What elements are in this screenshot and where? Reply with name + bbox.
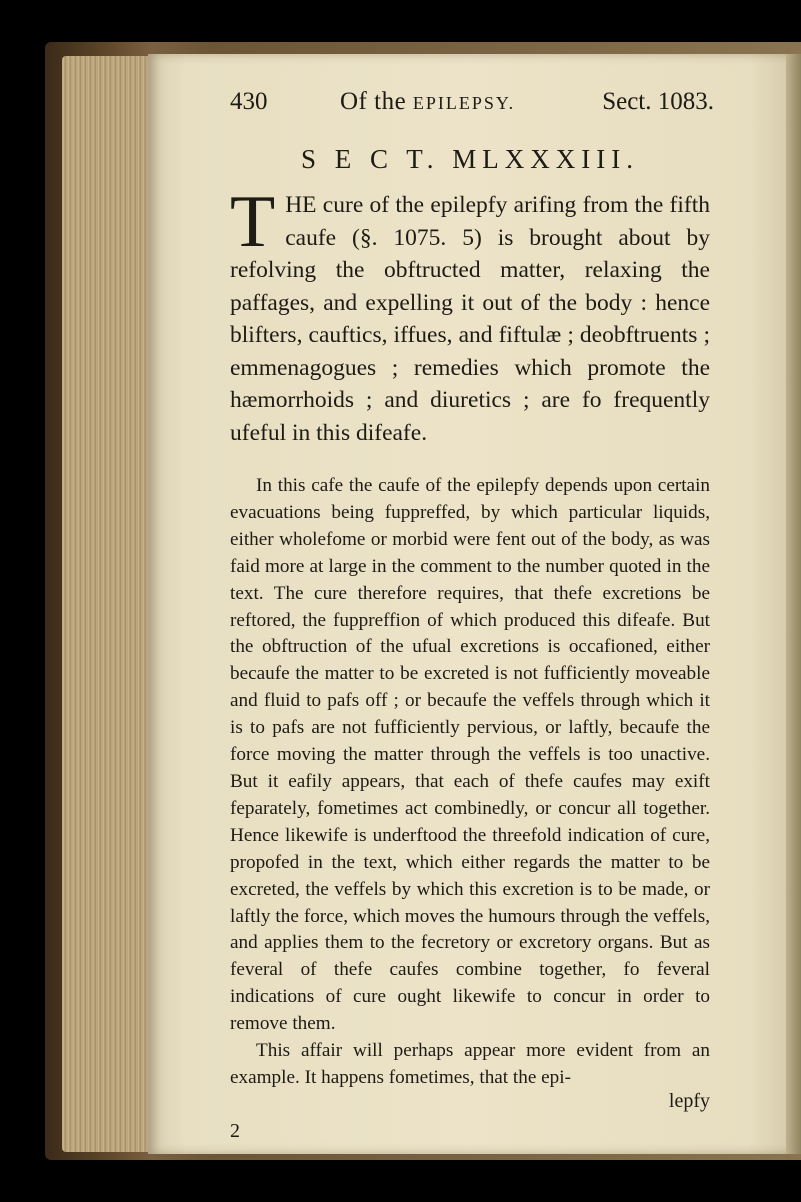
section-reference: Sect. 1083.: [602, 88, 714, 115]
page-edges: [62, 56, 152, 1152]
drop-cap: T: [230, 181, 276, 263]
aphorism-text: [230, 181, 710, 449]
commentary-paragraph-1: In this cafe the caufe of the epilepfy depends upon certain evacuations being fuppreffed, by which particular liquids, either wholefome or morbid were fent out of the body, as was faid more at large in the comment to the number quoted in the text. The cure therefore requires, that thefe excretions be reftored, the fuppreffion of which produced this difeafe. But the obftruction of the ufual excretions is occafioned, either becaufe the matter to be excreted is not fufficiently moveable and fluid to pafs off ; or becaufe the veffels through which it is to pafs are not fufficiently pervious, or laftly, becaufe the force moving the matter through the veffels is too unactive. But it eafily appears, that each of thefe caufes may exift feparately, fometimes act combinedly, or concur all together. Hence likewife is underftood the threefold indication of cure, propofed in the text, which either regards the matter to be excreted, the veffels by which this excretion is to be made, or laftly the force, which moves the humours through the veffels, and applies them to the fecretory or excretory organs. But as feveral of thefe caufes combine together, fo feveral indications of cure ought likewife to concur in order to remove them.: [230, 475, 710, 1035]
page-number: 430: [230, 88, 268, 115]
running-title-smallcaps: EPILEPSY.: [412, 93, 516, 113]
catchword: lepfy: [668, 1089, 710, 1112]
section-heading: S E C T. MLXXXIII.: [301, 144, 639, 174]
aphorism-body: HE cure of the epilepfy arifing from the fifth caufe (§. 1075. 5) is brought about by refolving the obftructed matter, relaxing the paffages, and expelling it out of the body : hence blifters, cauftics, iffues, and fiftulæ ; deobftruents ; emmenagogues ; remedies which promote the hæmorrhoids ; and diuretics ; are fo frequently ufeful in this difeafe.: [230, 192, 710, 446]
commentary-paragraph-2: This affair will perhaps appear more evident from an example. It happens fometimes, that the epi-: [230, 1040, 710, 1088]
page-text: [230, 88, 714, 1152]
commentary: [230, 473, 710, 1092]
running-title: [340, 88, 515, 116]
page-right-edge: [786, 54, 801, 1154]
signature-mark: 2: [230, 1119, 240, 1142]
running-title-prefix: Of the: [340, 88, 413, 115]
running-head: [230, 88, 714, 124]
page-footer: [230, 1089, 710, 1152]
